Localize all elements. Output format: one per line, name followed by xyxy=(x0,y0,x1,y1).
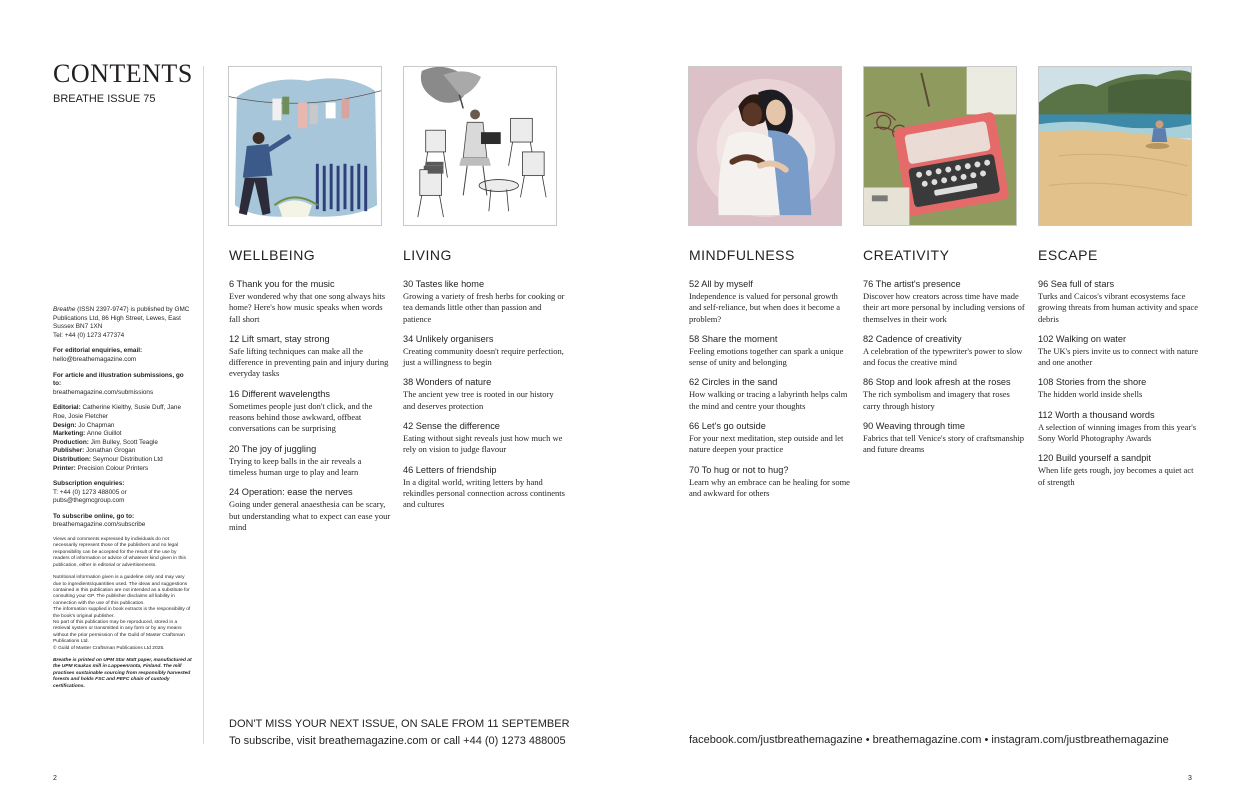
subscribe-line[interactable]: To subscribe, visit breathemagazine.com or call +44 (0) 1273 488005 xyxy=(229,735,566,747)
entry-page: 34 xyxy=(403,333,414,344)
entry-title: Share the moment xyxy=(701,333,778,344)
imprint xyxy=(53,306,193,696)
entry-title: Weaving through time xyxy=(875,421,965,432)
staff-row xyxy=(53,465,193,474)
entry-desc: Sometimes people just don't click, and the reasons behind those awkward, offbeat conversations can be surprising xyxy=(229,400,373,434)
laundry-line-illustration xyxy=(228,66,382,226)
entry-page: 38 xyxy=(403,377,414,388)
contents-entry[interactable] xyxy=(229,487,391,533)
entry-desc: Discover how creators across time have made their art more personal by including versions of themselves in their work xyxy=(863,291,1025,324)
staff-row xyxy=(53,439,193,448)
contents-entry[interactable] xyxy=(689,279,851,325)
entry-title: Worth a thousand words xyxy=(1055,409,1155,420)
entry-page: 6 xyxy=(229,279,235,289)
subscription-tel: T: +44 (0) 1273 488005 or xyxy=(53,488,127,496)
staff-role: Printer: xyxy=(53,464,76,472)
subscribe-online xyxy=(53,513,193,530)
page-number-left: 2 xyxy=(53,775,57,782)
entry-heading xyxy=(403,377,565,388)
entry-page: 96 xyxy=(1038,279,1049,289)
entry-page: 120 xyxy=(1038,453,1054,464)
entry-desc: Fabrics that tell Venice's story of craftsmanship and future dreams xyxy=(863,433,1024,455)
staff-role: Design: xyxy=(53,421,77,429)
staff-row xyxy=(53,404,193,421)
entry-page: 42 xyxy=(403,421,414,432)
contents-entry[interactable] xyxy=(689,334,851,369)
entry-desc: Growing a variety of fresh herbs for cooking or tea demands little other than passion and patience xyxy=(403,291,565,324)
contents-entry[interactable] xyxy=(403,465,565,511)
contents-entry[interactable] xyxy=(1038,410,1200,445)
entry-page: 16 xyxy=(229,388,240,399)
submissions xyxy=(53,372,193,398)
contents-entry[interactable] xyxy=(229,444,391,479)
entry-page: 12 xyxy=(229,333,240,344)
entry-heading xyxy=(1038,453,1200,464)
entry-heading xyxy=(863,377,1025,388)
entry-title: Lift smart, stay strong xyxy=(241,333,330,344)
staff-role: Marketing: xyxy=(53,430,86,438)
publisher-block xyxy=(53,306,193,340)
subscription-email: pubs@thegmcgroup.com xyxy=(53,497,125,505)
entry-heading xyxy=(1038,377,1200,388)
staff-row xyxy=(53,447,193,456)
entry-title: Build yourself a sandpit xyxy=(1055,453,1151,464)
editorial-label: For editorial enquiries, email: xyxy=(53,347,143,355)
entry-title: Thank you for the music xyxy=(236,279,335,289)
staff-role: Distribution: xyxy=(53,455,91,463)
entry-desc: The UK's piers invite us to connect with nature and one another xyxy=(1038,345,1199,368)
paper-note: Breathe is printed on UPM Star Matt paper, manufactured at the UPM Kaukas mill in Lappeenranta, Finland. The mill practises sustainable sourcing from responsibly harvested forests and holds FSC and PEFC chain of custody certifications. xyxy=(53,657,192,689)
section-living xyxy=(403,247,565,520)
contents-entry[interactable] xyxy=(229,334,391,380)
staff-row xyxy=(53,430,193,439)
entry-title: The joy of juggling xyxy=(241,443,317,454)
entry-heading xyxy=(863,421,1025,432)
copyright-notice: No part of this publication may be reproduced, stored in a retrieval system or transmitted in any form or by any means without the prior permission of the Guild of Master Craftsman Publications Ltd. xyxy=(53,619,185,645)
reading-chairs-illustration xyxy=(403,66,557,226)
entry-heading xyxy=(403,421,565,432)
entry-page: 66 xyxy=(689,421,700,432)
staff-names: Jonathan Grogan xyxy=(86,447,136,455)
section-title: LIVING xyxy=(403,247,452,263)
entry-desc: Eating without sight reveals just how much we rely on vision to judge flavour xyxy=(403,433,563,455)
entry-title: The artist's presence xyxy=(875,279,961,289)
nutrition-note: Nutritional information given is a guideline only and may vary due to ingredients/quantities used. The ideas and suggestions contained in this publication are not intended as a substitute for consulting your GP. The publisher disclaims all liability in connection with the use of this publication. xyxy=(53,575,190,606)
entry-page: 46 xyxy=(403,464,414,475)
entry-desc: For your next meditation, step outside and let nature deepen your practice xyxy=(689,433,844,455)
entry-heading xyxy=(229,487,391,498)
section-mindfulness xyxy=(689,247,851,508)
entry-desc: In a digital world, writing letters by hand rekindles personal connection across continents and cultures xyxy=(403,476,565,510)
entry-desc: Going under general anaesthesia can be scary, but understanding what to expect can ease your mind xyxy=(229,499,391,532)
entry-title: Let's go outside xyxy=(701,421,766,432)
entry-page: 20 xyxy=(229,443,240,454)
column-divider xyxy=(203,66,204,744)
entry-heading xyxy=(689,377,851,388)
contents-entry[interactable] xyxy=(229,279,391,325)
editorial-enquiries xyxy=(53,347,193,364)
entry-desc: Trying to keep balls in the air reveals a timeless human urge to play and learn xyxy=(229,455,362,477)
entry-desc: The ancient yew tree is rooted in our history and deserves protection xyxy=(403,389,554,411)
staff-role: Production: xyxy=(53,438,89,446)
section-title: ESCAPE xyxy=(1038,247,1098,263)
entry-title: Walking on water xyxy=(1055,333,1127,344)
contents-entry[interactable] xyxy=(403,421,565,456)
entry-heading xyxy=(403,334,565,345)
entry-heading xyxy=(229,444,391,455)
entry-desc: When life gets rough, joy becomes a quiet act of strength xyxy=(1038,465,1194,487)
section-wellbeing xyxy=(229,247,391,542)
entry-title: Circles in the sand xyxy=(701,377,778,388)
social-links[interactable]: facebook.com/justbreathemagazine • breathemagazine.com • instagram.com/justbreathemagazine xyxy=(689,734,1169,746)
contents-entry[interactable] xyxy=(403,279,565,325)
subscribe-promo xyxy=(229,716,570,750)
legal-notes xyxy=(53,575,193,652)
entry-title: Tastes like home xyxy=(415,279,485,289)
submissions-label: For article and illustration submissions, go to: xyxy=(53,371,184,388)
entry-page: 112 xyxy=(1038,409,1053,420)
extracts-note: The information supplied in book extracts is the responsibility of the book's original publisher. xyxy=(53,607,191,619)
subscription-enquiries xyxy=(53,480,193,506)
entry-heading xyxy=(229,389,391,400)
section-escape xyxy=(1038,247,1200,497)
typewriter-illustration xyxy=(863,66,1017,226)
copyright: © Guild of Master Craftsman Publications Ltd 2025. xyxy=(53,645,165,651)
entry-page: 24 xyxy=(229,487,240,498)
entry-heading xyxy=(863,334,1025,345)
entry-page: 70 xyxy=(689,464,700,475)
contents-entry[interactable] xyxy=(863,421,1025,456)
entry-desc: Turks and Caicos's vibrant ecosystems face growing threats from human activity and space debris xyxy=(1038,291,1199,324)
staff-names: Jo Chapman xyxy=(78,421,115,429)
entry-desc: A selection of winning images from this year's Sony World Photography Awards xyxy=(1038,421,1197,444)
contents-entry[interactable] xyxy=(1038,279,1200,325)
staff-names: Catherine Kielthy, Susie Duff, Jane Roe, Josie Fletcher xyxy=(53,404,182,420)
staff-names: Seymour Distribution Ltd xyxy=(92,455,163,463)
entry-desc: The hidden world inside shells xyxy=(1038,389,1143,400)
entry-title: Sense the difference xyxy=(415,421,500,432)
entry-title: Unlikely organisers xyxy=(415,333,494,344)
magazine-name: Breathe xyxy=(53,306,76,313)
entry-title: Stop and look afresh at the roses xyxy=(875,377,1011,388)
entry-title: To hug or not to hug? xyxy=(701,464,789,475)
embrace-illustration xyxy=(688,66,842,226)
entry-page: 62 xyxy=(689,377,700,388)
entry-desc: Feeling emotions together can spark a unique sense of unity and belonging xyxy=(689,345,844,368)
entry-heading xyxy=(689,421,851,432)
publisher-details: (ISSN 2397-9747) is published by GMC Publications Ltd, 86 High Street, Lewes, East Sussex BN7 1XN xyxy=(53,306,190,331)
entry-desc: Learn why an embrace can be healing for some and awkward for others xyxy=(689,476,850,498)
entry-heading xyxy=(1038,410,1200,421)
issue-label: BREATHE ISSUE 75 xyxy=(53,93,156,105)
contents-entry[interactable] xyxy=(1038,377,1200,400)
entry-title: Letters of friendship xyxy=(415,464,497,475)
entry-page: 108 xyxy=(1038,377,1054,388)
contents-entry[interactable] xyxy=(403,334,565,369)
entry-heading xyxy=(229,334,391,345)
entry-heading xyxy=(1038,334,1200,345)
entry-desc: Ever wondered why that one song always hits home? Here's how music speaks when words fall short xyxy=(229,291,386,324)
entry-title: Different wavelengths xyxy=(241,388,330,399)
entry-page: 52 xyxy=(689,279,700,289)
contents-entry[interactable] xyxy=(863,279,1025,325)
staff-row xyxy=(53,456,193,465)
entry-desc: The rich symbolism and imagery that roses carry through history xyxy=(863,389,1010,411)
staff-role: Publisher: xyxy=(53,447,85,455)
entry-page: 90 xyxy=(863,421,874,432)
contents-entry[interactable] xyxy=(1038,334,1200,369)
entry-title: Operation: ease the nerves xyxy=(241,487,353,498)
entry-page: 102 xyxy=(1038,333,1054,344)
section-title: MINDFULNESS xyxy=(689,247,795,263)
contents-entry[interactable] xyxy=(689,377,851,412)
contents-entry[interactable] xyxy=(863,334,1025,369)
page-number-right: 3 xyxy=(1188,775,1192,782)
staff-names: Anne Guillot xyxy=(86,430,122,438)
section-title: CREATIVITY xyxy=(863,247,950,263)
entry-heading xyxy=(863,279,1025,290)
staff-role: Editorial: xyxy=(53,404,81,412)
entry-heading xyxy=(229,279,391,290)
subscribe-online-label: To subscribe online, go to: xyxy=(53,512,135,520)
entry-heading xyxy=(689,279,851,290)
entry-title: All by myself xyxy=(701,279,753,289)
entry-heading xyxy=(403,279,565,290)
entry-page: 82 xyxy=(863,333,874,344)
subscription-label: Subscription enquiries: xyxy=(53,480,125,488)
section-title: WELLBEING xyxy=(229,247,316,263)
entry-desc: Creating community doesn't require perfection, just a willingness to begin xyxy=(403,345,564,368)
page-title: CONTENTS xyxy=(53,59,193,88)
entry-desc: How walking or tracing a labyrinth helps calm the mind and centre your thoughts xyxy=(689,389,848,411)
staff-names: Precision Colour Printers xyxy=(77,464,149,472)
staff-names: Jim Bulley, Scott Teagle xyxy=(90,438,158,446)
subscribe-online-url: breathemagazine.com/subscribe xyxy=(53,521,146,529)
submissions-url: breathemagazine.com/submissions xyxy=(53,388,154,396)
entry-heading xyxy=(689,465,851,476)
staff-list xyxy=(53,404,193,473)
entry-heading xyxy=(1038,279,1200,290)
contents-entry[interactable] xyxy=(403,377,565,412)
entry-heading xyxy=(689,334,851,345)
disclaimer: Views and comments expressed by individuals do not necessarily represent those of the publishers and no legal responsibility can be accepted for the result of the use by readers of information or advice of whatever kind given in this publication, either in editorial or advertisements. xyxy=(53,537,186,568)
editorial-email: hello@breathemagazine.com xyxy=(53,355,137,363)
entry-page: 86 xyxy=(863,377,874,388)
next-issue-notice: DON'T MISS YOUR NEXT ISSUE, ON SALE FROM 11 SEPTEMBER xyxy=(229,718,570,730)
entry-desc: Independence is valued for personal growth and self-reliance, but when does it become a problem? xyxy=(689,291,841,324)
entry-page: 30 xyxy=(403,279,414,289)
entry-desc: A celebration of the typewriter's power to slow and focus the creative mind xyxy=(863,345,1023,368)
entry-title: Cadence of creativity xyxy=(875,333,962,344)
contents-entry[interactable] xyxy=(1038,453,1200,488)
entry-title: Stories from the shore xyxy=(1055,377,1147,388)
section-creativity xyxy=(863,247,1025,465)
contents-entry[interactable] xyxy=(229,389,391,435)
entry-title: Wonders of nature xyxy=(415,377,492,388)
beach-illustration xyxy=(1038,66,1192,226)
entry-heading xyxy=(403,465,565,476)
entry-title: Sea full of stars xyxy=(1050,279,1115,289)
entry-desc: Safe lifting techniques can make all the difference in preventing pain and injury during everyday tasks xyxy=(229,345,389,379)
publisher-tel: Tel: +44 (0) 1273 477374 xyxy=(53,331,125,339)
entry-page: 76 xyxy=(863,279,874,289)
contents-entry[interactable] xyxy=(689,421,851,456)
staff-row xyxy=(53,422,193,431)
contents-entry[interactable] xyxy=(863,377,1025,412)
contents-entry[interactable] xyxy=(689,465,851,500)
entry-page: 58 xyxy=(689,333,700,344)
